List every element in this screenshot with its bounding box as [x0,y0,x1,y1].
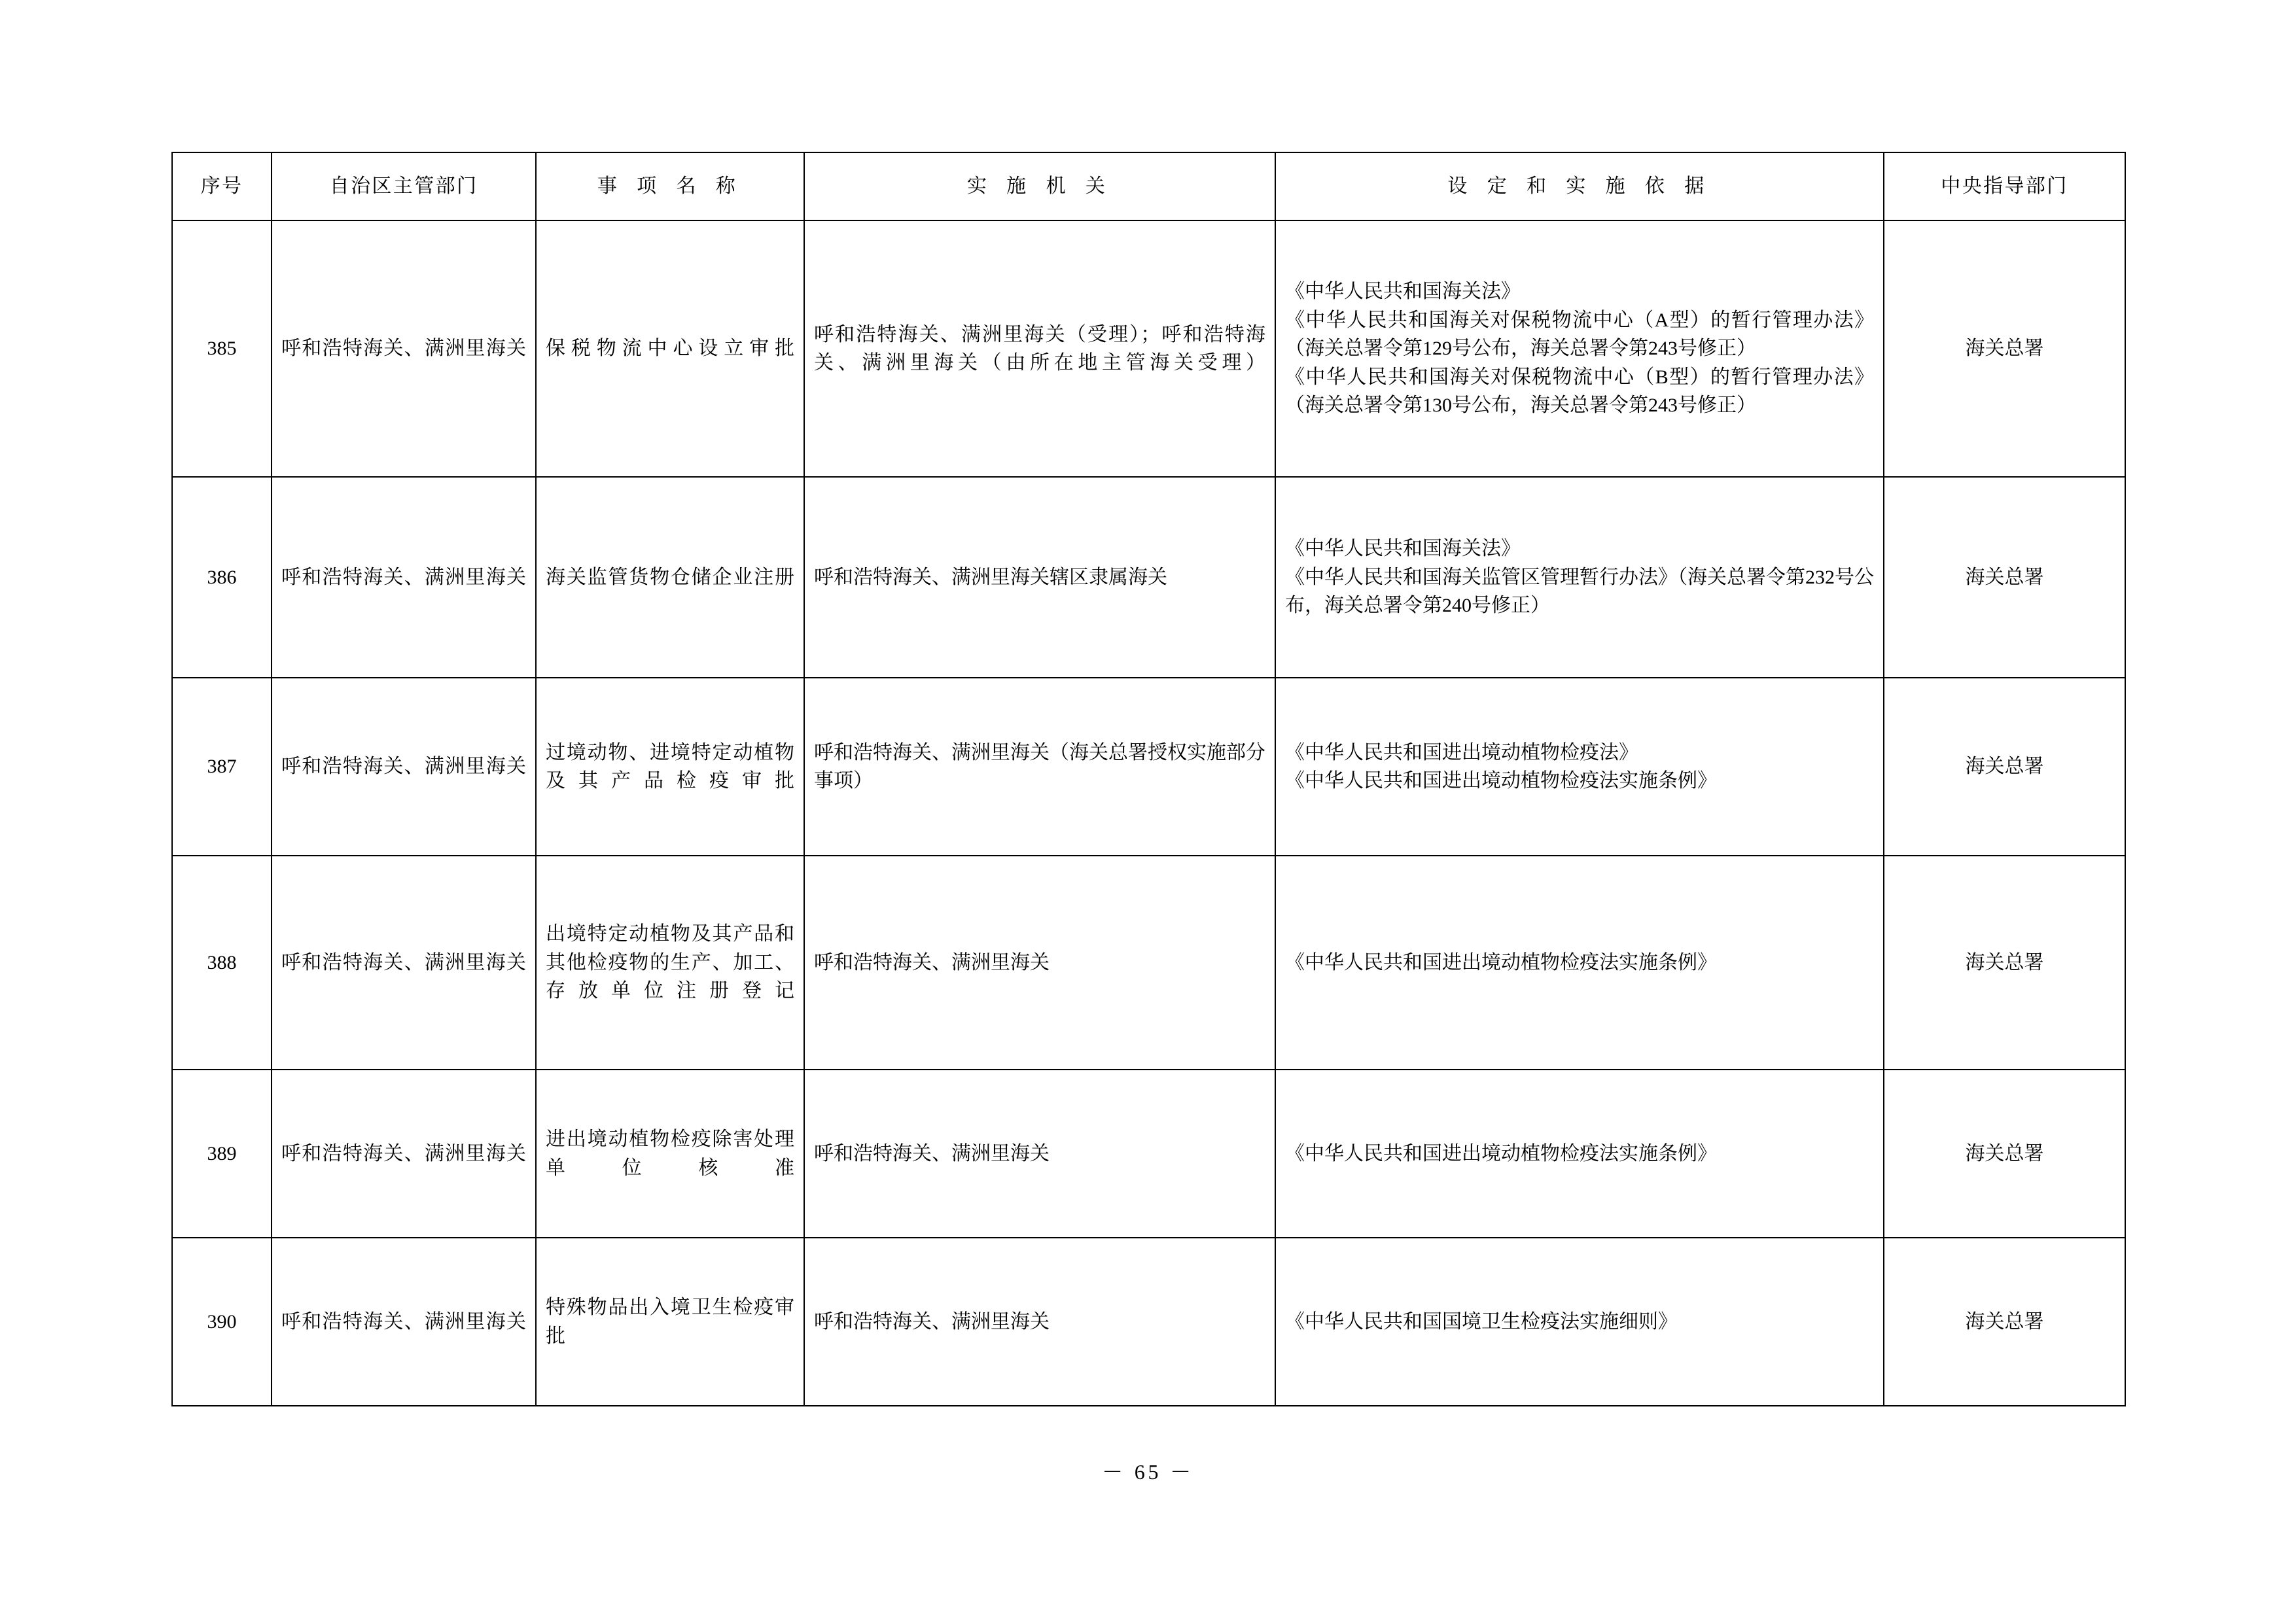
table-header [172,152,2125,220]
cell-basis [1275,1238,1884,1406]
cell-item: 特殊物品出入境卫生检疫审批 [536,1238,804,1406]
cell-item: 保税物流中心设立审批 [536,220,804,477]
approval-items-table-wrapper [171,152,2125,1406]
column-header-dept: 自治区主管部门 [272,152,536,220]
cell-central-dept: 海关总署 [1884,1070,2125,1238]
cell-seq: 387 [172,678,272,856]
basis-line: 《中华人民共和国国境卫生检疫法实施细则》 [1285,1310,1678,1333]
cell-seq: 386 [172,477,272,678]
cell-org: 呼和浩特海关、满洲里海关 [804,1238,1275,1406]
table-body [172,220,2125,1406]
basis-line: 《中华人民共和国进出境动植物检疫法》 [1285,741,1638,763]
column-header-org: 实 施 机 关 [804,152,1275,220]
table-header-row [172,152,2125,220]
cell-central-dept: 海关总署 [1884,678,2125,856]
column-header-item: 事 项 名 称 [536,152,804,220]
cell-dept: 呼和浩特海关、满洲里海关 [272,1238,536,1406]
basis-line: 《中华人民共和国海关对保税物流中心（B型）的暂行管理办法》（海关总署令第130号公布，海关总署令第243号修正） [1285,366,1874,417]
cell-dept: 呼和浩特海关、满洲里海关 [272,220,536,477]
cell-org: 呼和浩特海关、满洲里海关（受理）；呼和浩特海关、满洲里海关（由所在地主管海关受理） [804,220,1275,477]
cell-central-dept: 海关总署 [1884,1238,2125,1406]
cell-seq: 390 [172,1238,272,1406]
cell-basis [1275,678,1884,856]
cell-basis [1275,477,1884,678]
column-header-seq: 序号 [172,152,272,220]
cell-org: 呼和浩特海关、满洲里海关（海关总署授权实施部分事项） [804,678,1275,856]
cell-central-dept: 海关总署 [1884,477,2125,678]
cell-dept: 呼和浩特海关、满洲里海关 [272,856,536,1070]
cell-seq: 385 [172,220,272,477]
cell-item: 进出境动植物检疫除害处理单位核准 [536,1070,804,1238]
basis-line: 《中华人民共和国海关法》 [1285,281,1521,303]
column-header-central: 中央指导部门 [1884,152,2125,220]
basis-line: 《中华人民共和国进出境动植物检疫法实施条例》 [1285,951,1717,973]
cell-basis [1275,220,1884,477]
cell-basis [1275,856,1884,1070]
cell-item: 过境动物、进境特定动植物及其产品检疫审批 [536,678,804,856]
table-row [172,1070,2125,1238]
cell-org: 呼和浩特海关、满洲里海关辖区隶属海关 [804,477,1275,678]
cell-item: 出境特定动植物及其产品和其他检疫物的生产、加工、存放单位注册登记 [536,856,804,1070]
cell-dept: 呼和浩特海关、满洲里海关 [272,678,536,856]
page-number: － 65 － [1102,1460,1194,1484]
cell-seq: 389 [172,1070,272,1238]
cell-item: 海关监管货物仓储企业注册 [536,477,804,678]
table-row [172,1238,2125,1406]
basis-line: 《中华人民共和国进出境动植物检疫法实施条例》 [1285,1142,1717,1164]
cell-basis [1275,1070,1884,1238]
basis-line: 《中华人民共和国海关监管区管理暂行办法》（海关总署令第232号公布，海关总署令第240号修正） [1285,566,1874,617]
cell-org: 呼和浩特海关、满洲里海关 [804,1070,1275,1238]
cell-org: 呼和浩特海关、满洲里海关 [804,856,1275,1070]
column-header-basis: 设 定 和 实 施 依 据 [1275,152,1884,220]
table-row [172,220,2125,477]
cell-seq: 388 [172,856,272,1070]
cell-central-dept: 海关总署 [1884,856,2125,1070]
basis-line: 《中华人民共和国海关法》 [1285,538,1521,560]
cell-dept: 呼和浩特海关、满洲里海关 [272,477,536,678]
cell-central-dept: 海关总署 [1884,220,2125,477]
table-row [172,678,2125,856]
basis-line: 《中华人民共和国进出境动植物检疫法实施条例》 [1285,770,1717,792]
basis-line: 《中华人民共和国海关对保税物流中心（A型）的暂行管理办法》（海关总署令第129号公布，海关总署令第243号修正） [1285,309,1874,360]
table-row [172,856,2125,1070]
approval-items-table [171,152,2126,1406]
table-row [172,477,2125,678]
cell-dept: 呼和浩特海关、满洲里海关 [272,1070,536,1238]
